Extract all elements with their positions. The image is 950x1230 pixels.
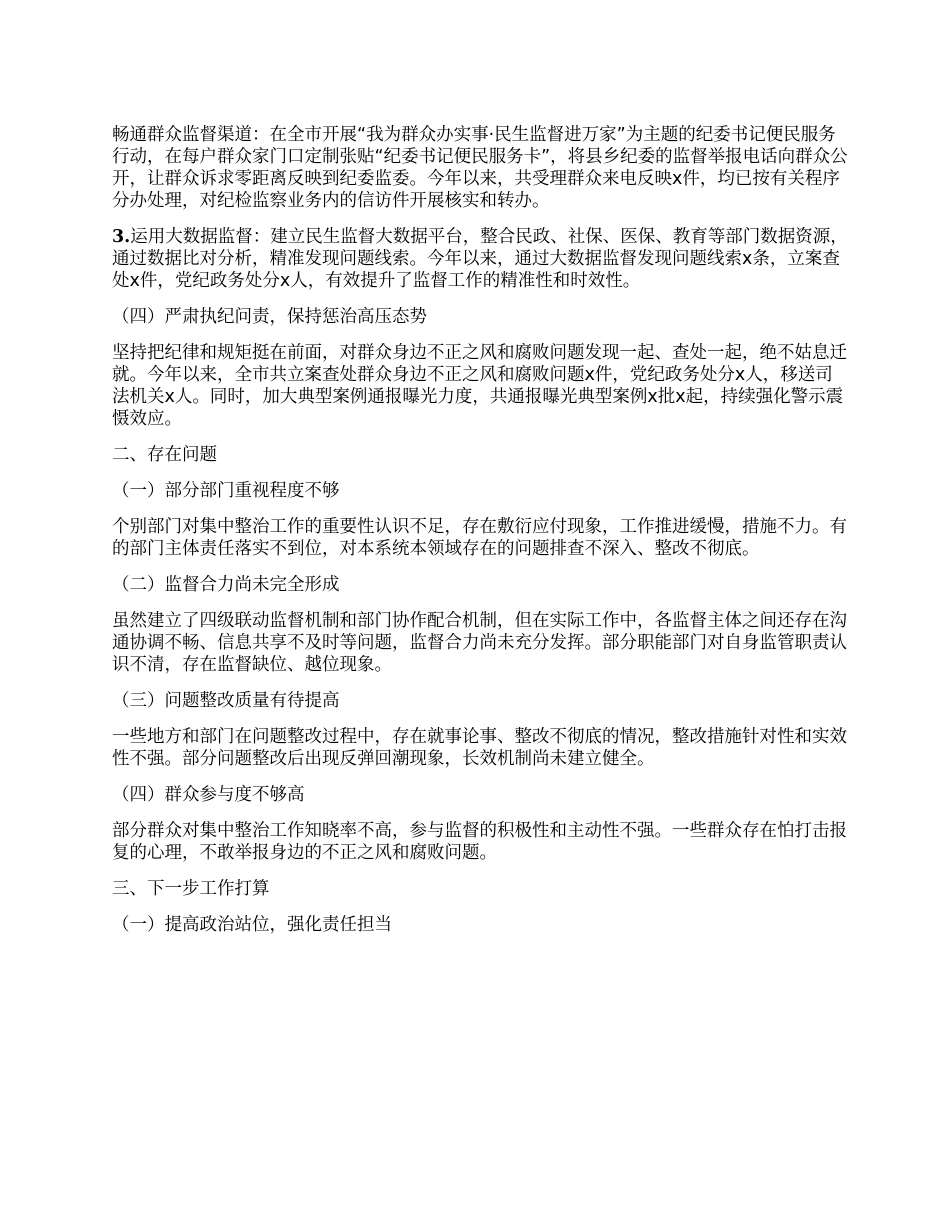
subheading-rectification: （三）问题整改质量有待提高 <box>112 691 340 711</box>
subheading-political-stance: （一）提高政治站位，强化责任担当 <box>112 915 392 935</box>
section-heading-next-steps: 三、下一步工作打算 <box>112 879 270 899</box>
subheading-attention: （一）部分部门重视程度不够 <box>112 481 340 501</box>
document-body <box>112 124 850 950</box>
section-heading-discipline: （四）严肃执纪问责，保持惩治高压态势 <box>112 307 427 327</box>
subheading-participation: （四）群众参与度不够高 <box>112 785 305 805</box>
paragraph-participation: 部分群众对集中整治工作知晓率不高，参与监督的积极性和主动性不强。一些群众存在怕打击报复的心理，不敢举报身边的不正之风和腐败问题。 <box>112 821 847 863</box>
paragraph-attention: 个别部门对集中整治工作的重要性认识不足，存在敷衍应付现象，工作推进缓慢，措施不力。有的部门主体责任落实不到位，对本系统本领域存在的问题排查不深入、整改不彻底。 <box>112 517 847 559</box>
paragraph-big-data-supervision <box>112 226 850 292</box>
paragraph-public-supervision-channel: 畅通群众监督渠道：在全市开展“我为群众办实事·民生监督进万家”为主题的纪委书记便民服务行动，在每户群众家门口定制张贴“纪委书记便民服务卡”，将县乡纪委的监督举报电话向群众公开，让群众诉求零距离反映到纪委监委。今年以来，共受理群众来电反映x件，均已按有关程序分办处理，对纪检监察业务内的信访件开展核实和转办。 <box>112 125 848 211</box>
section-heading-problems: 二、存在问题 <box>112 445 217 465</box>
paragraph-synergy: 虽然建立了四级联动监督机制和部门协作配合机制，但在实际工作中，各监督主体之间还存在沟通协调不畅、信息共享不及时等问题，监督合力尚未充分发挥。部分职能部门对自身监管职责认识不清，存在监督缺位、越位现象。 <box>112 611 847 675</box>
subheading-synergy: （二）监督合力尚未完全形成 <box>112 575 340 595</box>
list-number: 3. <box>112 227 131 247</box>
paragraph-discipline: 坚持把纪律和规矩挺在前面，对群众身边不正之风和腐败问题发现一起、查处一起，绝不姑息迁就。今年以来，全市共立案查处群众身边不正之风和腐败问题x件，党纪政务处分x人，移送司法机关x人。同时，加大典型案例通报曝光力度，共通报曝光典型案例x批x起，持续强化警示震慑效应。 <box>112 343 847 429</box>
paragraph-text: 运用大数据监督：建立民生监督大数据平台，整合民政、社保、医保、教育等部门数据资源，通过数据比对分析，精准发现问题线索。今年以来，通过大数据监督发现问题线索x条，立案查处x件，党纪政务处分x人，有效提升了监督工作的精准性和时效性。 <box>112 227 848 291</box>
paragraph-rectification: 一些地方和部门在问题整改过程中，存在就事论事、整改不彻底的情况，整改措施针对性和实效性不强。部分问题整改后出现反弹回潮现象，长效机制尚未建立健全。 <box>112 727 847 769</box>
